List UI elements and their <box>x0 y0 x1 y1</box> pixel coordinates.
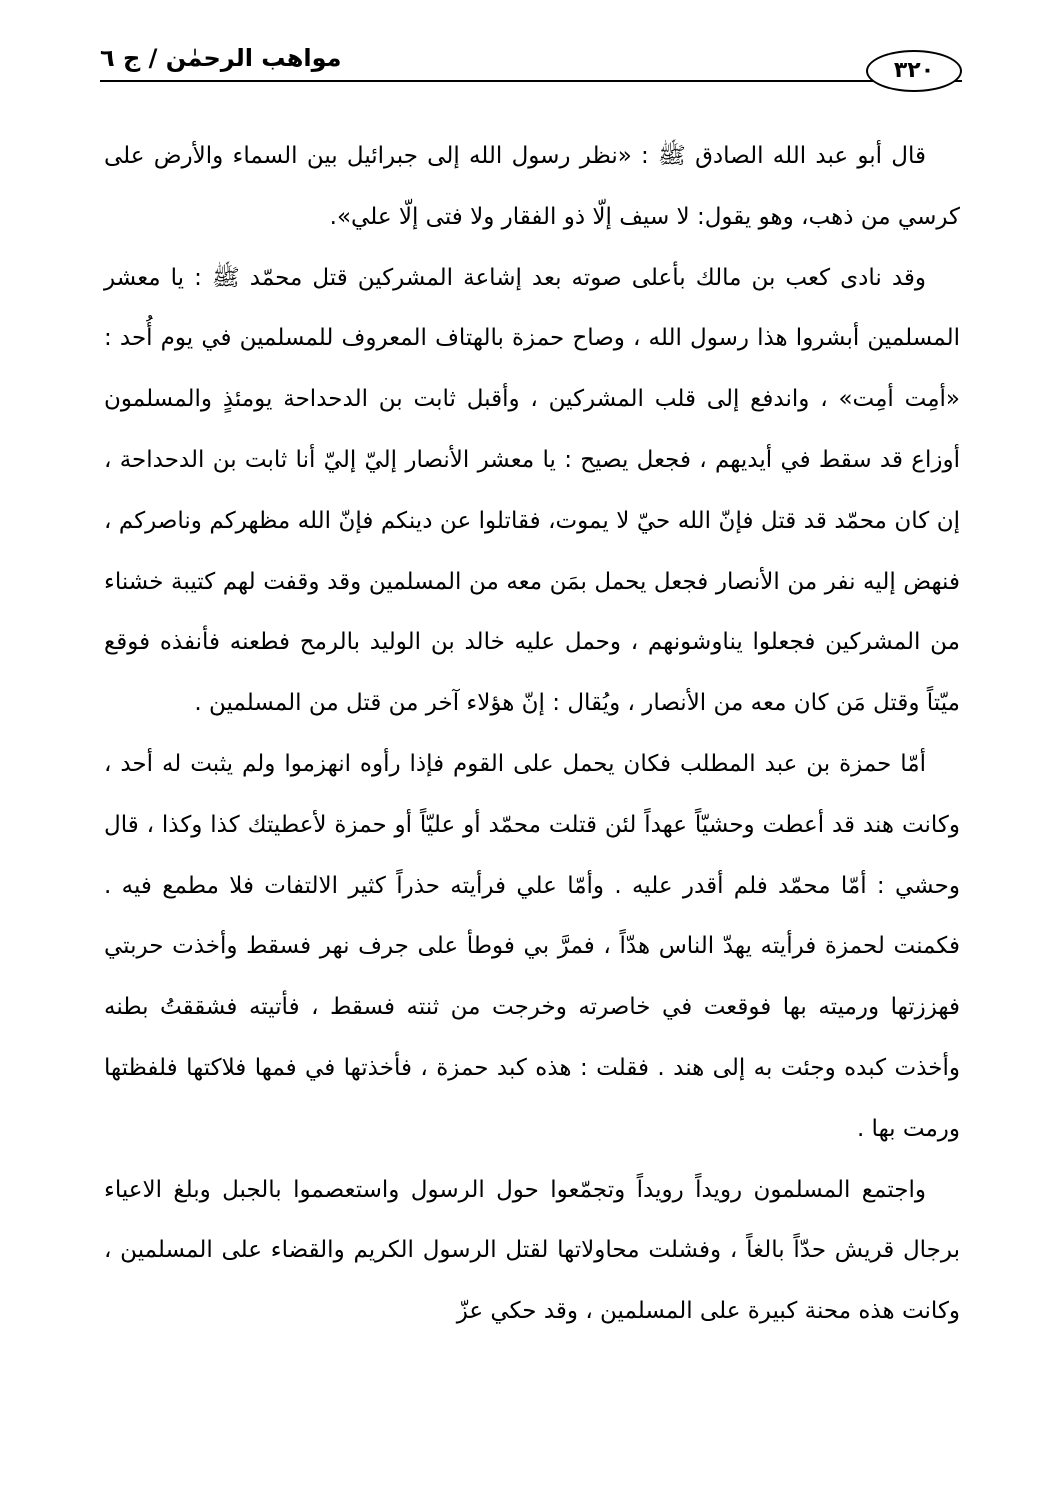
paragraph-sadiq-quote: قال أبو عبد الله الصادق ﷺ : «نظر رسول الله إلى جبرائيل بين السماء والأرض على كرسي من ذهب، وهو يقول: لا سيف إلّا ذو الفقار ولا فتى إلّا علي». <box>104 143 960 230</box>
paragraph-muslims-gather: واجتمع المسلمون رويداً رويداً وتجمّعوا حول الرسول واستعصموا بالجبل وبلغ الاعياء برجال قريش حدّاً بالغاً ، وفشلت محاولاتها لقتل الرسول الكريم والقضاء على المسلمين ، وكانت هذه محنة كبيرة على المسلمين ، وقد حكي عزّ <box>104 1176 960 1325</box>
header-rule <box>100 80 962 82</box>
running-title: مواهب الرحمٰن / ج ٦ <box>100 44 342 72</box>
paragraph-hamza: أمّا حمزة بن عبد المطلب فكان يحمل على القوم فإذا رأوه انهزموا ولم يثبت له أحد ، وكانت هند قد أعطت وحشيّاً عهداً لئن قتلت محمّد أو عليّاً أو حمزة لأعطيتك كذا وكذا ، قال وحشي : أمّا محمّد فلم أقدر عليه . وأمّا علي فرأيته حذراً كثير الالتفات فلا مطمع فيه . فكمنت لحمزة فرأيته يهدّ الناس هدّاً ، فمرَّ بي فوطأ على جرف نهر فسقط وأخذت حربتي فهززتها ورميته بها فوقعت في خاصرته وخرجت من ثنته فسقط ، فأتيته فشققتُ بطنه وأخذت كبده وجئت به إلى هند . فقلت : هذه كبد حمزة ، فأخذتها في فمها فلاكتها فلفظتها ورمت بها . <box>104 750 960 1142</box>
paragraph-kaab-call: وقد نادى كعب بن مالك بأعلى صوته بعد إشاعة المشركين قتل محمّد ﷺ : يا معشر المسلمين أبشروا هذا رسول الله ، وصاح حمزة بالهتاف المعروف للمسلمين في يوم أُحد : «أمِت أمِت» ، واندفع إلى قلب المشركين ، وأقبل ثابت بن الدحداحة يومئذٍ والمسلمون أوزاع قد سقط في أيديهم ، فجعل يصيح : يا معشر الأنصار إليّ إليّ أنا ثابت بن الدحداحة ، إن كان محمّد قد قتل فإنّ الله حيّ لا يموت، فقاتلوا عن دينكم فإنّ الله مظهركم وناصركم ، فنهض إليه نفر من الأنصار فجعل يحمل بمَن معه من المسلمين وقد وقفت لهم كتيبة خشناء من المشركين فجعلوا يناوشونهم ، وحمل عليه خالد بن الوليد بالرمح فطعنه فأنفذه فوقع ميّتاً وقتل مَن كان معه من الأنصار ، ويُقال : إنّ هؤلاء آخر من قتل من المسلمين . <box>104 264 960 717</box>
page-number: ٣٢٠ <box>866 50 962 92</box>
page-header <box>100 36 962 96</box>
body-text <box>104 126 960 1342</box>
